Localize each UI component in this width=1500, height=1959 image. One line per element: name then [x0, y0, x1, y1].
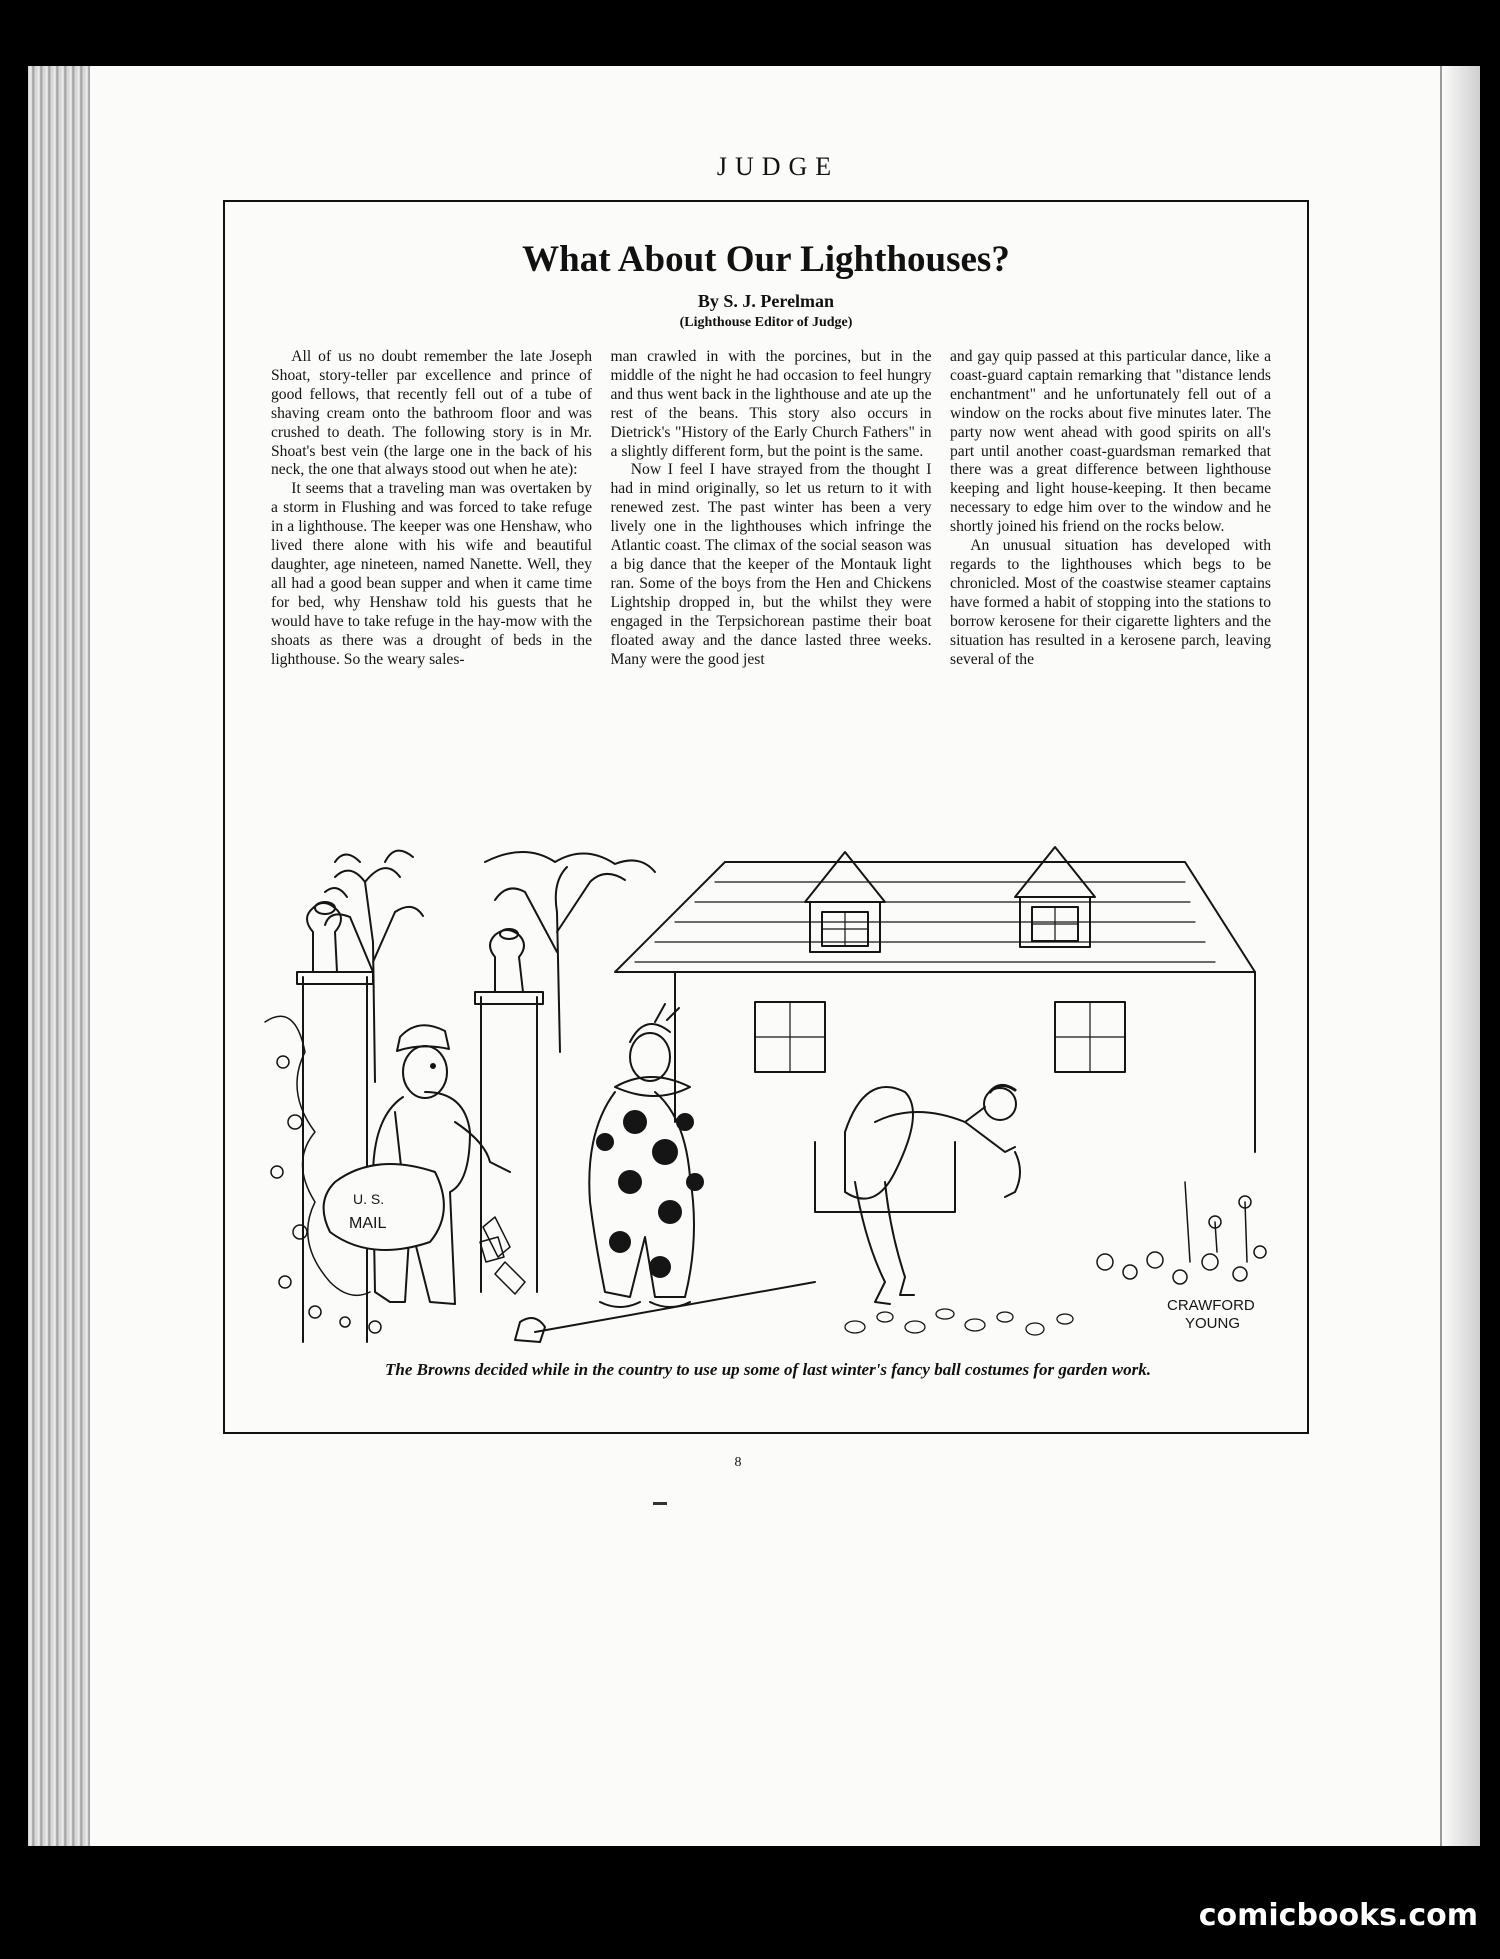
mailbag-label-bottom: MAIL [349, 1215, 387, 1232]
mailman [324, 1025, 525, 1304]
tree-middle [485, 852, 655, 1052]
artist-signature-line1: CRAWFORD [1167, 1297, 1255, 1314]
paragraph: Now I feel I have strayed from the thought I had in mind originally, so let us return to it with renewed zest. The past winter has been a very lively one in the lighthouses which infringe the Atlantic coast. The climax of the social season was a big dance that the keeper of the Montauk light ran. Some of the boys from the Hen and Chickens Lightship dropped in, but the whilst they were engaged in the Terpsichorean pastime their boat floated away and the dance lasted three weeks. Many were the good jest [610, 461, 932, 668]
clown-in-costume [589, 1004, 704, 1307]
paragraph: It seems that a traveling man was overtaken by a storm in Flushing and was forced to take refuge in a lighthouse. The keeper was one Henshaw, who lived there alone with his wife and beautiful daughter, age nineteen, named Nanette. Well, they all had a good bean supper and when it came time for bed, why Henshaw told his guests that he would have to take refuge in the hay-mow with the shoats as there was a drought of beds in the lighthouse. So the weary sales- [271, 480, 592, 668]
gate-post-right [475, 929, 543, 1292]
illustration-caption: The Browns decided while in the country to use up some of last winter's fancy ball costumes for garden work. [385, 1360, 1151, 1379]
flower-bed-right [1097, 1182, 1266, 1284]
article-columns [271, 348, 1271, 792]
house [615, 847, 1255, 1212]
magazine-header: JUDGE [716, 152, 840, 181]
book-spine [28, 66, 90, 1846]
garden-hoe [515, 1282, 815, 1342]
site-watermark: comicbooks.com [1198, 1898, 1478, 1933]
text-column-2 [611, 348, 932, 792]
magazine-page [28, 66, 1480, 1846]
article-byline: By S. J. Perelman [697, 291, 835, 311]
article-title: What About Our Lighthouses? [522, 239, 1010, 280]
woman-in-tutu [845, 1085, 1020, 1304]
footer-mark [653, 1502, 667, 1505]
article-editor-note: (Lighthouse Editor of Judge) [679, 315, 853, 330]
artist-signature-line2: YOUNG [1185, 1315, 1241, 1332]
page-edge [1440, 66, 1480, 1846]
article-frame [223, 200, 1309, 1434]
path-stones [845, 1309, 1073, 1335]
page-number: 8 [734, 1455, 742, 1470]
text-column-3 [950, 348, 1271, 792]
paragraph: man crawled in with the porcines, but in the middle of the night he had occasion to feel hungry and thus went back in the lighthouse and ate up the rest of the beans. This story also occurs in Dietrick's "History of the Early Church Fathers" in a slightly different form, but the point is the same. [610, 348, 932, 460]
mailbag-label-top: U. S. [353, 1191, 385, 1207]
paragraph: An unusual situation has developed with regards to the lighthouses which begs to be chronicled. Most of the coastwise steamer captains have formed a habit of stopping into the stations to borrow kerosene for their cigarette lighters and the situation has resulted in a kerosene parch, leaving several of the [950, 537, 1271, 668]
paragraph: and gay quip passed at this particular dance, like a coast-guard captain remarking that "distance lends enchantment" and he unfortunately fell out of a window on the rocks about five minutes later. The party now went ahead with good spirits on all's part until another coast-guardsman remarked that there was a great difference between lighthouse keeping and light house-keeping. It then became necessary to edge him over to the window and he shortly joined his friend on the rocks below. [950, 348, 1271, 536]
cartoon-illustration [255, 822, 1281, 1352]
text-column-1 [271, 348, 592, 792]
paragraph: All of us no doubt remember the late Joseph Shoat, story-teller par excellence and prince of good fellows, that recently fell out of a tube of shaving cream onto the bathroom floor and was crushed to death. The following story is in Mr. Shoat's best vein (the large one in the back of his neck, the one that always stood out when he ate): [271, 348, 592, 479]
